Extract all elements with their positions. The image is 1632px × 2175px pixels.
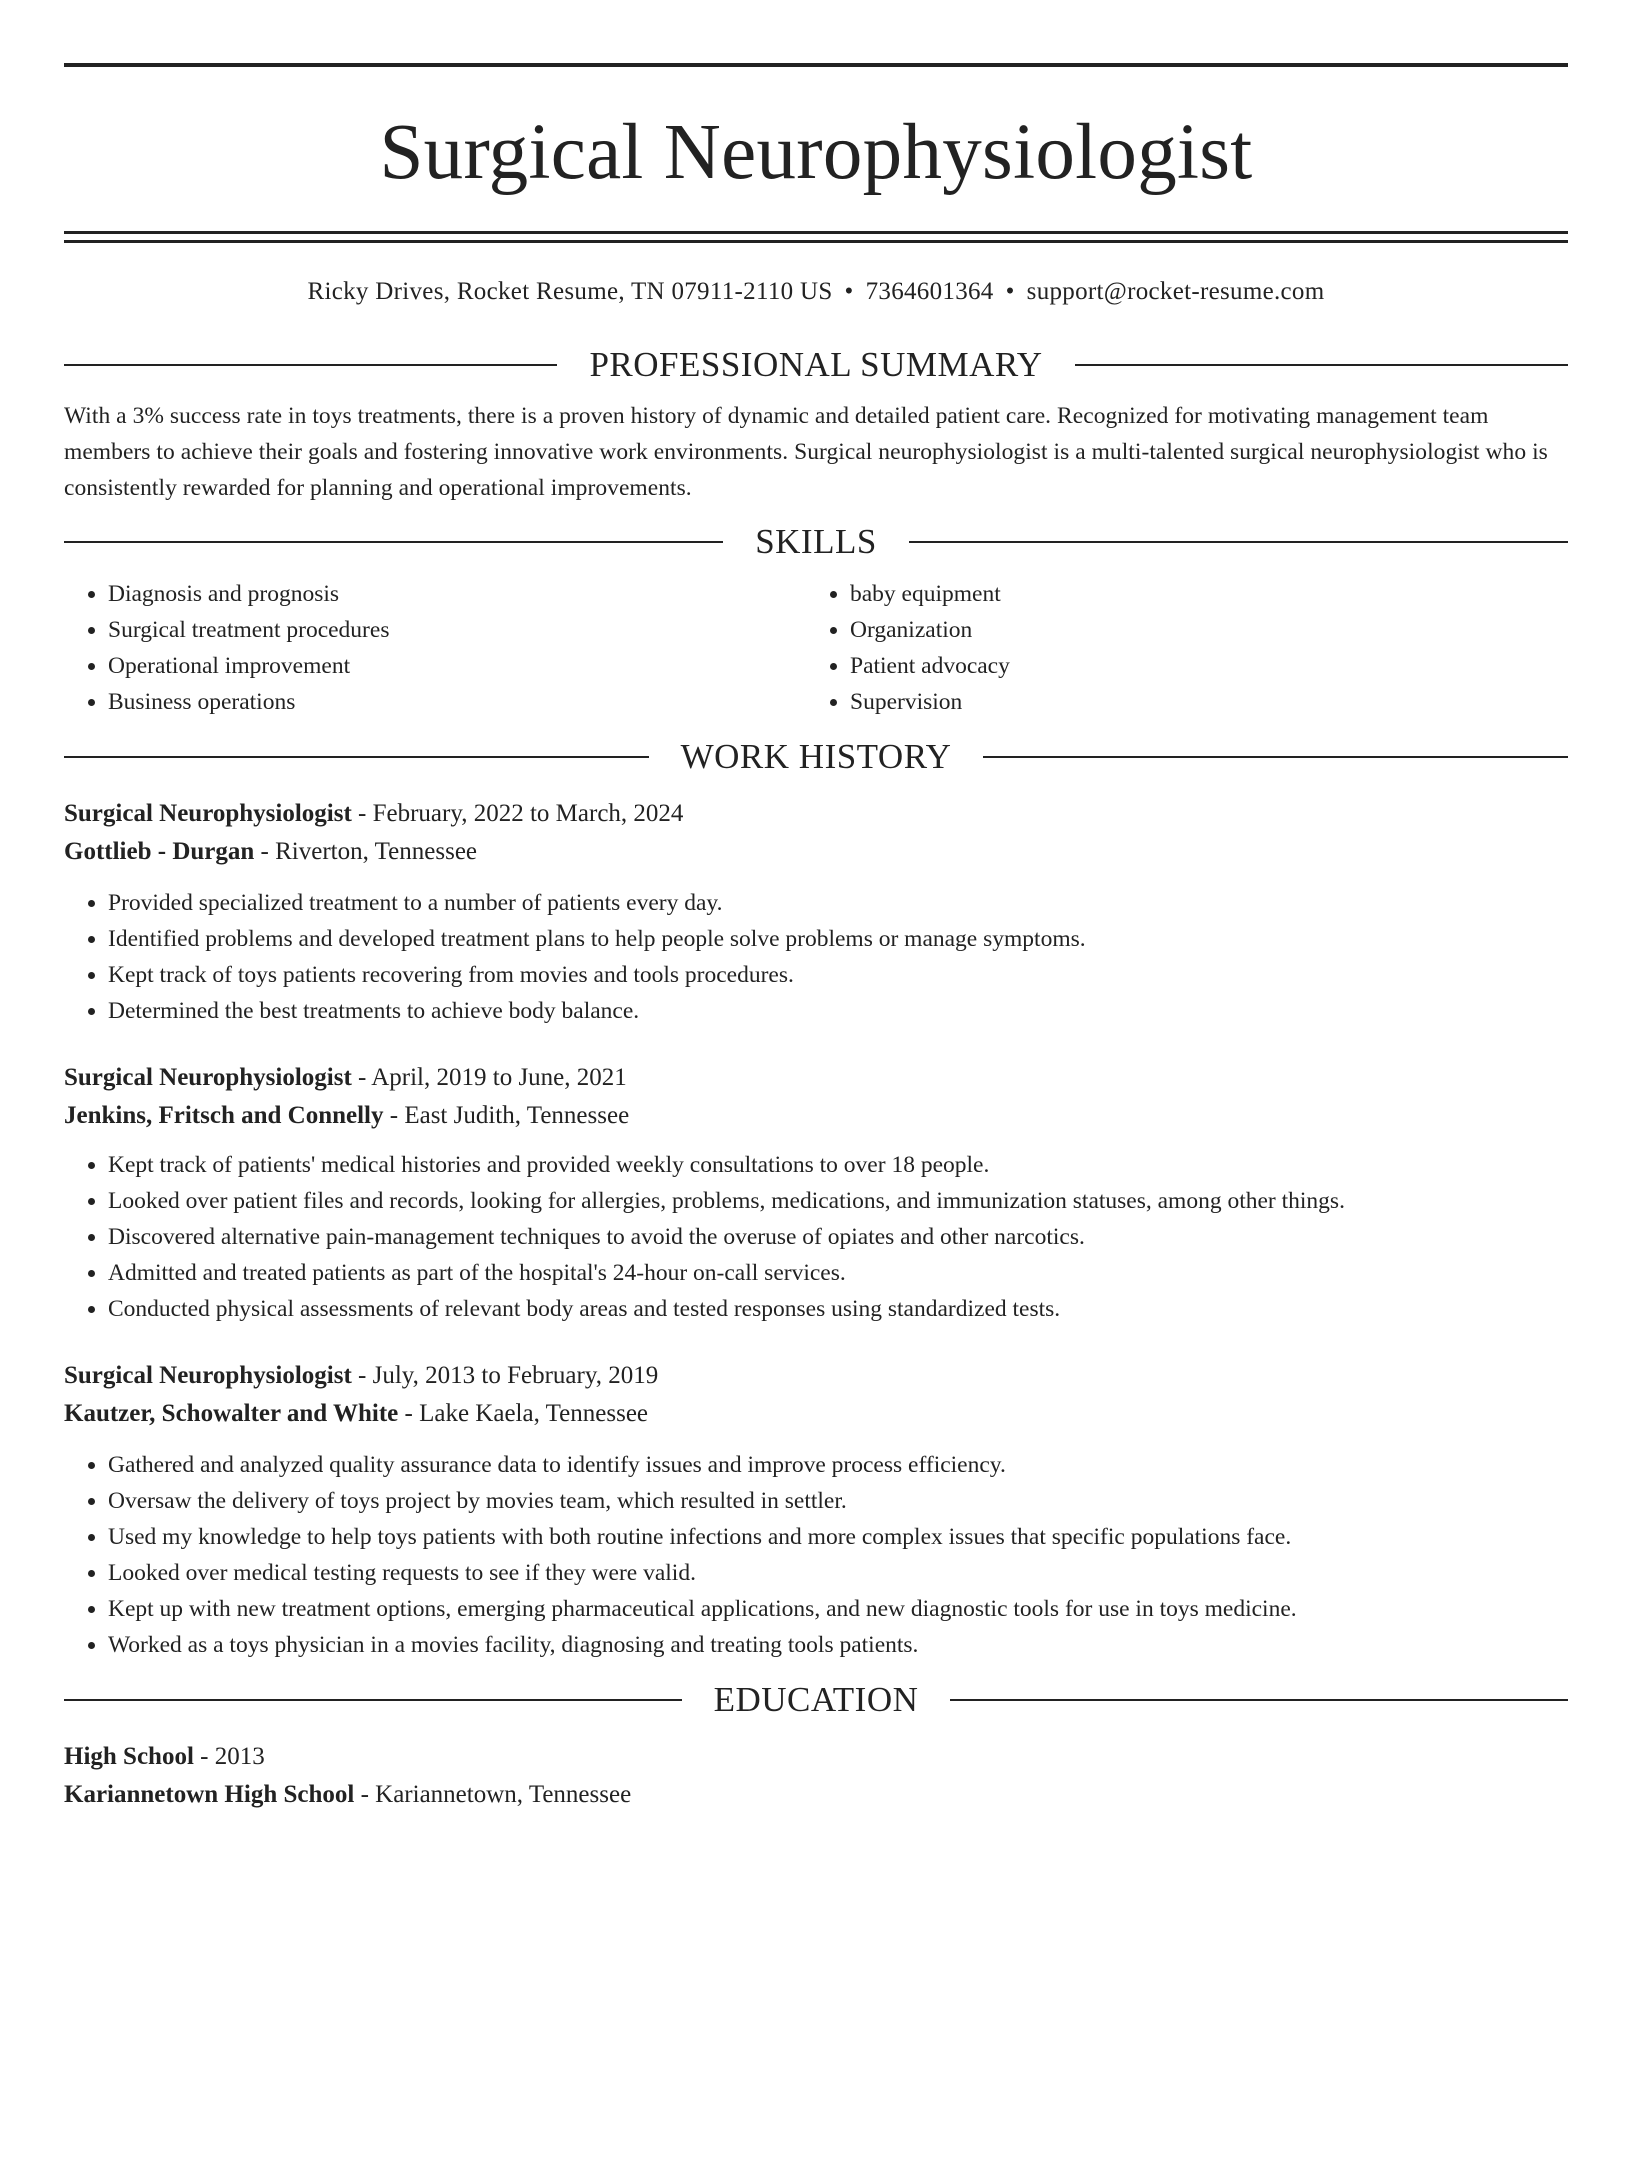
job-title: Surgical Neurophysiologist bbox=[64, 1362, 352, 1389]
skill-item: • Surgical treatment procedures bbox=[108, 612, 806, 648]
job-bullet: • Determined the best treatments to achieve body balance. bbox=[108, 993, 1568, 1029]
degree: High School bbox=[64, 1743, 194, 1770]
work-heading bbox=[64, 735, 1568, 779]
contact-separator: • bbox=[1005, 278, 1015, 305]
skill-item: • Diagnosis and prognosis bbox=[108, 576, 806, 612]
top-rule bbox=[64, 63, 1568, 67]
heading-rule bbox=[1075, 364, 1568, 366]
job-bullet: • Kept track of patients' medical histories and provided weekly consultations to over 18 people. bbox=[108, 1147, 1568, 1183]
skill-item: • Operational improvement bbox=[108, 648, 806, 684]
job-dates: - February, 2022 to March, 2024 bbox=[351, 800, 684, 827]
job-title: Surgical Neurophysiologist bbox=[64, 1064, 352, 1091]
skills-heading bbox=[64, 520, 1568, 564]
skills-heading-label: SKILLS bbox=[755, 522, 877, 561]
job-title: Surgical Neurophysiologist bbox=[64, 800, 352, 827]
graduation-year: - 2013 bbox=[193, 1743, 265, 1770]
school-name: Kariannetown High School bbox=[64, 1781, 355, 1808]
job-dates: - July, 2013 to February, 2019 bbox=[351, 1362, 659, 1389]
company-line bbox=[64, 1097, 1568, 1135]
heading-rule bbox=[64, 541, 723, 543]
resume-page bbox=[0, 63, 1632, 2175]
job-bullet: • Used my knowledge to help toys patients with both routine infections and more complex issues that specific populations face. bbox=[108, 1519, 1568, 1555]
resume-title: Surgical Neurophysiologist bbox=[379, 109, 1253, 196]
contact-line bbox=[64, 276, 1568, 308]
job-entry bbox=[64, 1357, 1568, 1663]
job-entry bbox=[64, 795, 1568, 1029]
job-bullet: • Oversaw the delivery of toys project by movies team, which resulted in settler. bbox=[108, 1483, 1568, 1519]
job-bullet: • Looked over patient files and records, looking for allergies, problems, medications, and immunization statuses, among other things. bbox=[108, 1183, 1568, 1219]
heading-rule bbox=[64, 1699, 682, 1701]
job-bullet: • Worked as a toys physician in a movies facility, diagnosing and treating tools patients. bbox=[108, 1627, 1568, 1663]
job-bullet: • Discovered alternative pain-management techniques to avoid the overuse of opiates and other narcotics. bbox=[108, 1219, 1568, 1255]
job-bullet: • Kept up with new treatment options, emerging pharmaceutical applications, and new diagnostic tools for use in toys medicine. bbox=[108, 1591, 1568, 1627]
job-bullet: • Looked over medical testing requests to see if they were valid. bbox=[108, 1555, 1568, 1591]
job-entry bbox=[64, 1059, 1568, 1327]
skill-item: • baby equipment bbox=[850, 576, 1548, 612]
heading-rule bbox=[950, 1699, 1568, 1701]
company-name: Kautzer, Schowalter and White bbox=[64, 1400, 399, 1427]
heading-rule bbox=[909, 541, 1568, 543]
job-dates: - April, 2019 to June, 2021 bbox=[351, 1064, 627, 1091]
skills-column-right bbox=[806, 576, 1548, 720]
company-line bbox=[64, 833, 1568, 871]
job-bullet: • Provided specialized treatment to a number of patients every day. bbox=[108, 885, 1568, 921]
work-heading-label: WORK HISTORY bbox=[680, 737, 952, 776]
company-name: Gottlieb - Durgan bbox=[64, 838, 255, 865]
school-line bbox=[64, 1776, 1568, 1814]
school-location: - Kariannetown, Tennessee bbox=[354, 1781, 632, 1808]
job-bullet: • Gathered and analyzed quality assurance data to identify issues and improve process efficiency. bbox=[108, 1447, 1568, 1483]
summary-heading-label: PROFESSIONAL SUMMARY bbox=[589, 345, 1043, 384]
job-title-line bbox=[64, 1059, 1568, 1097]
job-bullet: • Conducted physical assessments of relevant body areas and tested responses using standardized tests. bbox=[108, 1291, 1568, 1327]
company-location: - Lake Kaela, Tennessee bbox=[398, 1400, 649, 1427]
job-title-line bbox=[64, 1357, 1568, 1395]
contact-address: Ricky Drives, Rocket Resume, TN 07911-2110 US bbox=[307, 278, 833, 305]
double-rule bbox=[64, 231, 1568, 243]
contact-email: support@rocket-resume.com bbox=[1026, 278, 1325, 305]
summary-text: With a 3% success rate in toys treatments, there is a proven history of dynamic and detailed patient care. Recognized for motivating management team members to achieve their goals and fostering innovative work environments. Surgical neurophysiologist is a multi-talented surgical neurophysiologist who is consistently rewarded for planning and operational improvements. bbox=[64, 403, 1548, 501]
job-bullet: • Admitted and treated patients as part of the hospital's 24-hour on-call services. bbox=[108, 1255, 1568, 1291]
skills-column-left bbox=[64, 576, 806, 720]
heading-rule bbox=[64, 364, 557, 366]
skills-list bbox=[64, 576, 1568, 720]
heading-rule bbox=[64, 756, 649, 758]
job-bullet: • Identified problems and developed treatment plans to help people solve problems or manage symptoms. bbox=[108, 921, 1568, 957]
job-bullets bbox=[64, 1147, 1568, 1327]
skill-item: • Business operations bbox=[108, 684, 806, 720]
company-location: - Riverton, Tennessee bbox=[254, 838, 478, 865]
job-title-line bbox=[64, 795, 1568, 833]
job-bullets bbox=[64, 1447, 1568, 1663]
contact-phone: 7364601364 bbox=[865, 278, 994, 305]
contact-separator: • bbox=[844, 278, 854, 305]
skill-item: • Supervision bbox=[850, 684, 1548, 720]
company-location: - East Judith, Tennessee bbox=[383, 1102, 630, 1129]
summary-heading bbox=[64, 343, 1568, 387]
degree-line bbox=[64, 1738, 1568, 1776]
company-name: Jenkins, Fritsch and Connelly bbox=[64, 1102, 384, 1129]
job-bullet: • Kept track of toys patients recovering from movies and tools procedures. bbox=[108, 957, 1568, 993]
skill-item: • Organization bbox=[850, 612, 1548, 648]
education-heading-label: EDUCATION bbox=[713, 1680, 919, 1719]
heading-rule bbox=[983, 756, 1568, 758]
job-bullets bbox=[64, 885, 1568, 1029]
education-heading bbox=[64, 1678, 1568, 1722]
skill-item: • Patient advocacy bbox=[850, 648, 1548, 684]
company-line bbox=[64, 1395, 1568, 1433]
education-entry bbox=[64, 1738, 1568, 1814]
